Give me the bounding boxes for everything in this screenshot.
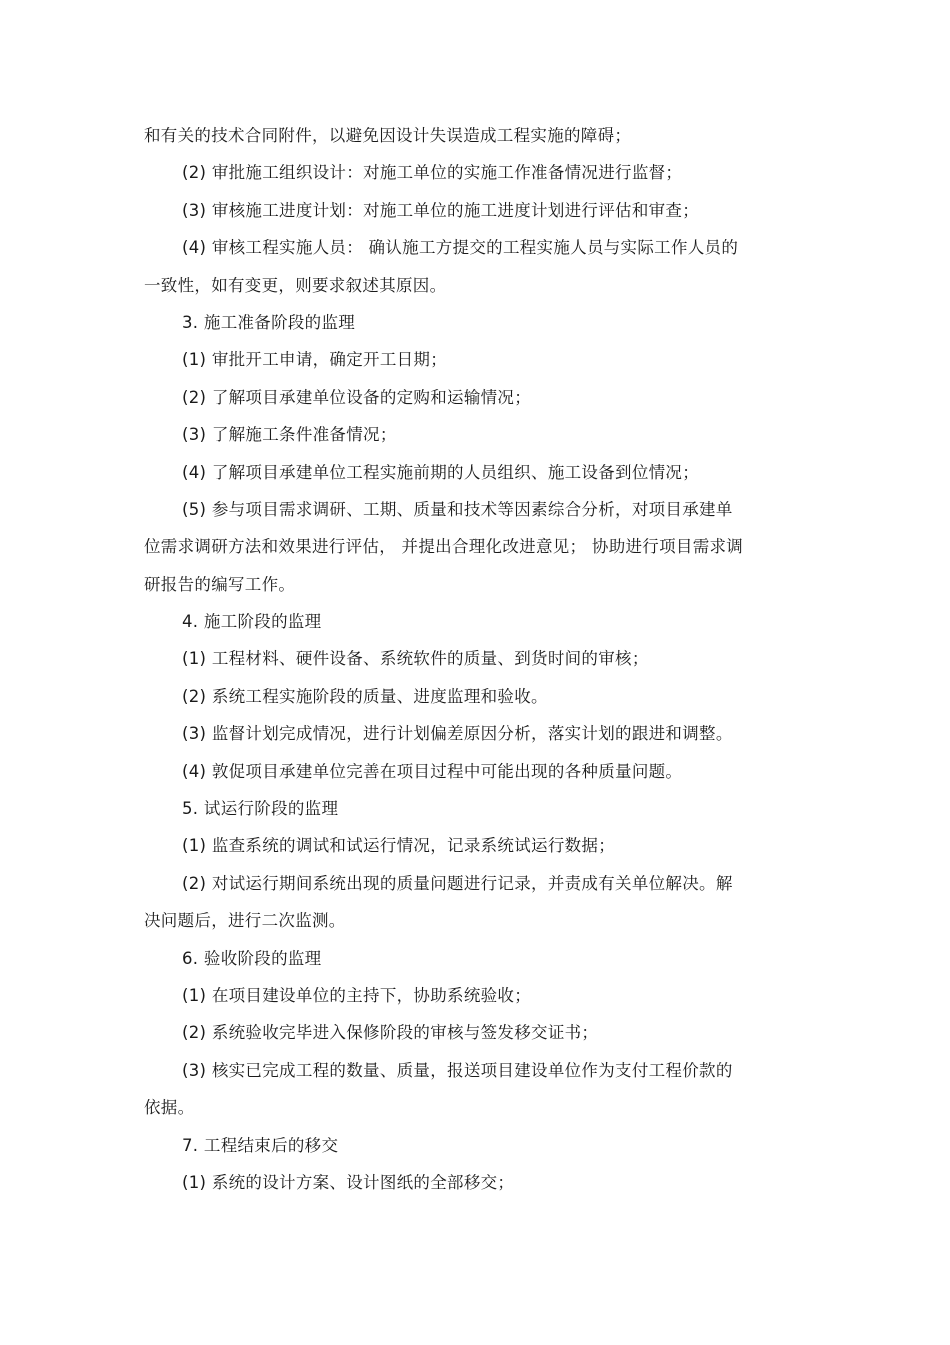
paragraph-line: 和有关的技术合同附件，以避免因设计失误造成工程实施的障碍； <box>144 126 632 145</box>
paragraph-line: (4) 了解项目承建单位工程实施前期的人员组织、施工设备到位情况； <box>182 462 700 482</box>
paragraph-line: (1) 在项目建设单位的主持下，协助系统验收； <box>182 985 532 1005</box>
section-heading: 6. 验收阶段的监理 <box>182 948 322 968</box>
paragraph-line: (4) 审核工程实施人员： 确认施工方提交的工程实施人员与实际工作人员的 <box>182 238 739 258</box>
paragraph-line: (3) 核实已完成工程的数量、质量，报送项目建设单位作为支付工程价款的 <box>182 1060 733 1080</box>
paragraph-line: (1) 审批开工申请，确定开工日期； <box>182 350 448 370</box>
paragraph-line: (2) 系统工程实施阶段的质量、进度监理和验收。 <box>182 686 548 706</box>
paragraph-line: 一致性，如有变更，则要求叙述其原因。 <box>144 275 447 295</box>
section-heading: 3. 施工准备阶段的监理 <box>182 312 356 332</box>
paragraph-line: 依据。 <box>144 1098 195 1118</box>
paragraph-line: (1) 监查系统的调试和试运行情况，记录系统试运行数据； <box>182 836 616 856</box>
paragraph-line: (2) 了解项目承建单位设备的定购和运输情况； <box>182 387 532 407</box>
paragraph-line: (1) 系统的设计方案、设计图纸的全部移交； <box>182 1172 515 1192</box>
paragraph-line: (3) 监督计划完成情况，进行计划偏差原因分析，落实计划的跟进和调整。 <box>182 724 733 744</box>
paragraph-line: (2) 对试运行期间系统出现的质量问题进行记录，并责成有关单位解决。解 <box>182 873 733 893</box>
paragraph-line: (2) 系统验收完毕进入保修阶段的审核与签发移交证书； <box>182 1023 599 1043</box>
section-heading: 5. 试运行阶段的监理 <box>182 799 339 819</box>
paragraph-line: (4) 敦促项目承建单位完善在项目过程中可能出现的各种质量问题。 <box>182 761 683 781</box>
paragraph-line: (3) 了解施工条件准备情况； <box>182 425 397 445</box>
paragraph-line: (3) 审核施工进度计划：对施工单位的施工进度计划进行评估和审查； <box>182 200 700 220</box>
document-body <box>144 122 804 1206</box>
paragraph-line: (5) 参与项目需求调研、工期、质量和技术等因素综合分析，对项目承建单 <box>182 499 733 519</box>
section-heading: 7. 工程结束后的移交 <box>182 1135 339 1155</box>
paragraph-line: (1) 工程材料、硬件设备、系统软件的质量、到货时间的审核； <box>182 649 649 669</box>
paragraph-line: 位需求调研方法和效果进行评估， 并提出合理化改进意见； 协助进行项目需求调 <box>144 537 744 557</box>
paragraph-line: (2) 审批施工组织设计：对施工单位的实施工作准备情况进行监督； <box>182 163 683 183</box>
paragraph-line: 研报告的编写工作。 <box>144 574 296 594</box>
section-heading: 4. 施工阶段的监理 <box>182 612 322 632</box>
paragraph-line: 决问题后，进行二次监测。 <box>144 911 346 931</box>
